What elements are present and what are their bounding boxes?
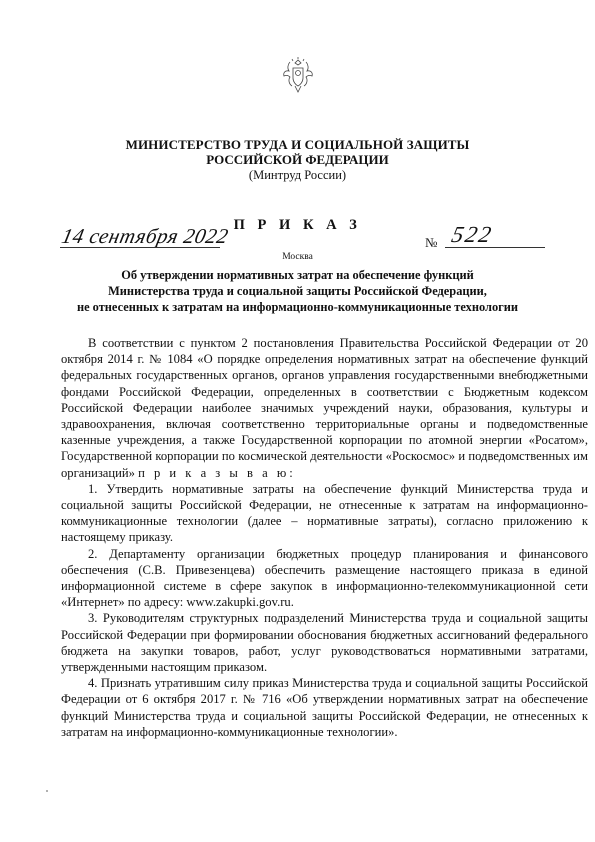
ministry-name-line2: РОССИЙСКОЙ ФЕДЕРАЦИИ — [206, 152, 389, 167]
number-underline — [445, 247, 545, 248]
number-label: № — [425, 235, 438, 250]
paragraph-1: 1. Утвердить нормативные затраты на обеспечение функций Министерства труда и социальной защиты Российской Федерации, не отнесенные к затратам на информационно-коммуникационные технологии (далее – нормативные затраты), согласно приложению к настоящему приказу. — [61, 481, 588, 545]
order-word: п р и к а з ы в а ю: — [138, 465, 296, 480]
paragraph-3: 3. Руководителям структурных подразделений Министерства труда и социальной защиты Российской Федерации при формировании обоснования бюджетных ассигнований федерального бюджета на закупки товаров, работ, услуг руководствоваться нормативными затратами, утвержденными настоящим приказом. — [61, 611, 588, 675]
paragraph-2: 2. Департаменту организации бюджетных процедур планирования и финансового обеспечения (С.В. Привезенцева) обеспечить размещение настоящего приказа в единой информационной системе в сфере закупок в информационно-телекоммуникационной сети «Интернет» по адресу: www.zakupki.gov.ru. — [61, 546, 588, 610]
ministry-name-line1: МИНИСТЕРСТВО ТРУДА И СОЦИАЛЬНОЙ ЗАЩИТЫ — [125, 137, 470, 152]
document-body — [61, 335, 588, 740]
preamble-paragraph — [61, 335, 588, 481]
ministry-short-name: (Минтруд России) — [248, 168, 347, 182]
preamble-text: В соответствии с пунктом 2 постановления Правительства Российской Федерации от 20 октября 2014 г. № 1084 «О порядке определения нормативных затрат на обеспечение функций федеральных государственных органов, органов управления государственными внебюджетными фондами Российской Федерации, определенных в соответствии с Бюджетным кодексом Российской Федерации наиболее значимых учреждений науки, образования, культуры и здравоохранения, включая соответственно территориальные органы и подведомственные казенные учреждения, а также Государственной корпорации по атомной энергии «Росатом», Государственной корпорации по космической деятельности «Роскосмос» и подведомственных им организаций» — [61, 336, 588, 480]
date-underline — [60, 247, 220, 248]
scan-speck — [46, 790, 48, 792]
city: Москва — [282, 252, 313, 262]
coat-of-arms-icon — [281, 56, 315, 96]
handwritten-date: 14 сентября 2022 — [59, 224, 231, 248]
title-line3: не отнесенных к затратам на информационно-коммуникационные технологии — [76, 300, 519, 314]
title-line2: Министерства труда и социальной защиты Российской Федерации, — [108, 284, 487, 298]
document-type: П Р И К А З — [233, 217, 362, 233]
paragraph-4: 4. Признать утратившим силу приказ Министерства труда и социальной защиты Российской Федерации от 6 октября 2017 г. № 716 «Об утверждении нормативных затрат на обеспечение функций Министерства труда и социальной защиты Российской Федерации, не отнесенных к затратам на информационно-коммуникационные технологии». — [61, 676, 588, 739]
handwritten-number: 522 — [449, 222, 496, 247]
title-line1: Об утверждении нормативных затрат на обеспечение функций — [121, 268, 474, 282]
document-title — [0, 267, 595, 315]
